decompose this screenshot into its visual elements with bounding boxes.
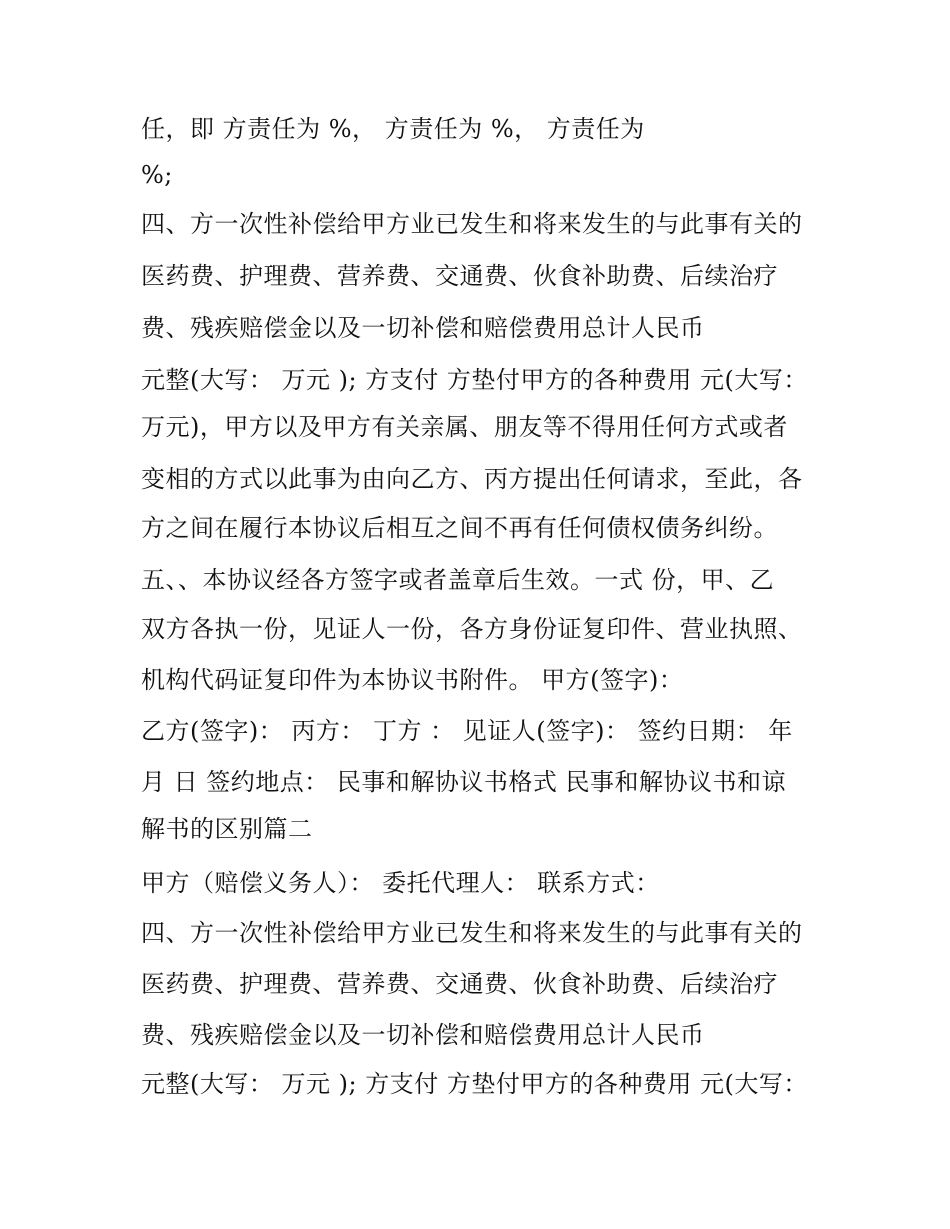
text-line: 医药费、护理费、营养费、交通费、伙食补助费、后续治疗 (141, 970, 778, 998)
text-line: 元整(大写： 万元 ); 方支付 方垫付甲方的各种费用 元(大写： (141, 366, 808, 394)
text-line: 任，即 方责任为 %， 方责任为 %， 方责任为 (141, 115, 645, 143)
text-line: 甲方（赔偿义务人）： 委托代理人： 联系方式： (141, 869, 660, 897)
text-line: 月 日 签约地点： 民事和解协议书格式 民事和解协议书和谅 (141, 768, 787, 796)
text-line: 乙方(签字)： 丙方： 丁方 ： 见证人(签字)： 签约日期： 年 (141, 717, 793, 745)
text-line: 双方各执一份，见证人一份，各方身份证复印件、营业执照、 (141, 615, 803, 643)
text-line: 万元)，甲方以及甲方有关亲属、朋友等不得用任何方式或者 (141, 413, 788, 441)
text-line: 机构代码证复印件为本协议书附件。 甲方(签字)： (141, 666, 684, 694)
text-line: 解书的区别篇二 (141, 815, 313, 843)
text-line: 费、残疾赔偿金以及一切补偿和赔偿费用总计人民币 (141, 1021, 705, 1049)
text-line: %; (141, 161, 173, 189)
text-line: 四、方一次性补偿给甲方业已发生和将来发生的与此事有关的 (141, 919, 803, 947)
text-line: 变相的方式以此事为由向乙方、丙方提出任何请求，至此，各 (141, 465, 803, 493)
text-line: 五、、本协议经各方签字或者盖章后生效。一式 份，甲、乙 (141, 566, 775, 594)
text-line: 医药费、护理费、营养费、交通费、伙食补助费、后续治疗 (141, 262, 778, 290)
text-line: 费、残疾赔偿金以及一切补偿和赔偿费用总计人民币 (141, 314, 705, 342)
text-line: 四、方一次性补偿给甲方业已发生和将来发生的与此事有关的 (141, 210, 803, 238)
text-line: 元整(大写： 万元 ); 方支付 方垫付甲方的各种费用 元(大写： (141, 1070, 808, 1098)
text-line: 方之间在履行本协议后相互之间不再有任何债权债务纠纷。 (141, 514, 778, 542)
